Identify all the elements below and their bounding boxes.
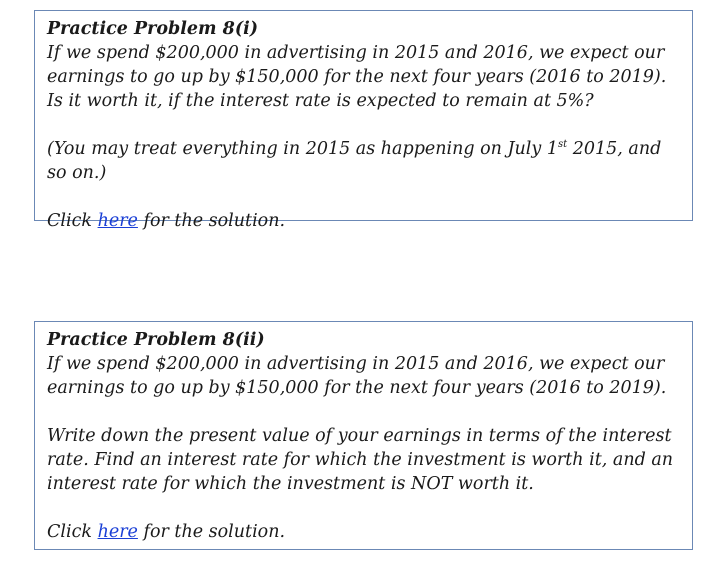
problem-body: If we spend $200,000 in advertising in 2015 and 2016, we expect our earnings to go up by $150,000 for the next four years (2016 to 2019). (47, 354, 667, 398)
solution-prefix: Click (47, 522, 98, 542)
solution-line (47, 209, 680, 233)
problem-title: Practice Problem 8(ii) (47, 330, 265, 350)
solution-suffix: for the solution. (137, 211, 286, 231)
note-superscript: st (558, 139, 568, 151)
solution-suffix: for the solution. (137, 522, 286, 542)
problem-title: Practice Problem 8(i) (47, 19, 259, 39)
solution-link[interactable]: here (97, 522, 138, 542)
problem-instructions: Write down the present value of your earnings in terms of the interest rate. Find an interest rate for which the investment is worth it, and an interest rate for which the investment is NOT worth it. (47, 426, 674, 494)
note-text: (You may treat everything in 2015 as happening on July 1 (47, 139, 558, 159)
practice-problem-box-8ii (34, 321, 693, 550)
practice-problem-box-8i (34, 10, 693, 231)
problem-note (47, 137, 680, 185)
solution-line (47, 520, 680, 544)
note-text-end: 2015, and so on.) (47, 139, 662, 183)
solution-prefix: Click (47, 211, 98, 231)
solution-link[interactable]: here (97, 211, 138, 231)
problem-body: If we spend $200,000 in advertising in 2015 and 2016, we expect our earnings to go up by $150,000 for the next four years (2016 to 2019). Is it worth it, if the interest rate is expected to remain at 5%? (47, 43, 667, 111)
